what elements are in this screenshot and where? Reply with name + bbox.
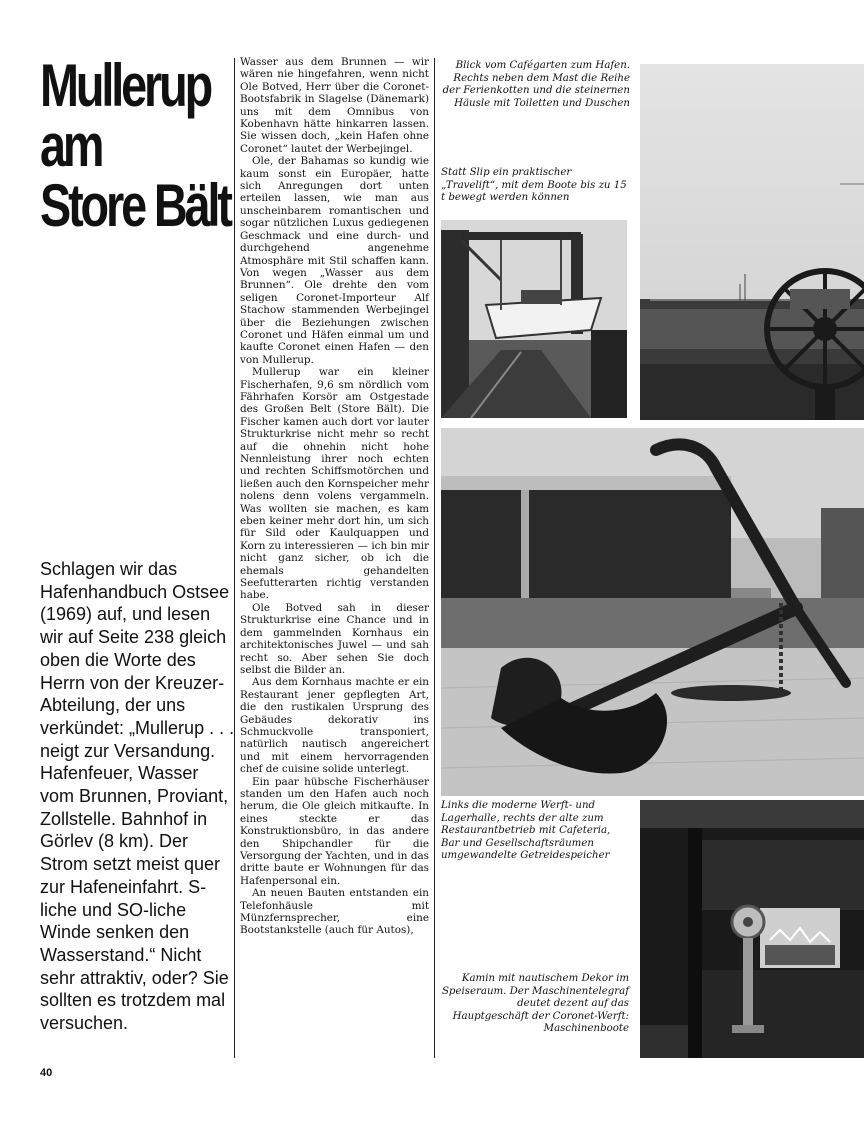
caption-travelift: Statt Slip ein praktischer „Travelift“, mit dem Boote bis zu 15 t bewegt werden können <box>441 167 627 204</box>
caption-anchor: Links die moderne Werft- und Lagerhalle, rechts der alte zum Restaurantbetrieb mit Cafeteria, Bar und Gesellschaftsräumen umgewandelte Getreidespeicher <box>441 800 611 862</box>
body-paragraph: Mullerup war ein kleiner Fischerhafen, 9,6 sm nördlich vom Fährhafen Korsör am Ostgestade des Großen Belt (Store Bält). Die Fischer kamen auch dort vor lauter Strukturkrise nicht mehr so recht auf die ohnehin nicht hohe Nennleistung ihrer noch echten und rechten Schiffsmotörchen und ließen auch den Kornspeicher mehr nolens denn volens vergammeln. Was wollten sie machen, es kam eben keiner mehr dort hin, um sich für Sild oder Kaulquappen und Korn zu interessieren — ich bin mir nicht ganz sicher, ob ich die ehemals gehandelten Seefutterarten richtig verstanden habe. <box>240 366 429 602</box>
body-paragraph: Wasser aus dem Brunnen — wir wären nie hingefahren, wenn nicht Ole Botved, Herr über die Coronet-Bootsfabrik in Slagelse (Dänemark) uns mit dem Omnibus von Kobenhavn hätte hinkarren lassen. Sie wissen doch, „kein Hafen ohne Coronet“ lautet der Werbejingel. <box>240 56 429 155</box>
caption-harbour-view: Blick vom Cafégarten zum Hafen. Rechts neben dem Mast die Reihe der Ferienkotten und die steinernen Häusle mit Toiletten und Duschen <box>442 60 630 109</box>
photo-harbour-wheel <box>640 64 864 420</box>
caption-fireplace: Kamin mit nautischem Dekor im Speiseraum. Der Maschinentelegraf deutet dezent auf das Hauptgeschäft der Coronet-Werft: Maschinenboote <box>441 973 629 1035</box>
body-paragraph: Aus dem Kornhaus machte er ein Restaurant jener gepflegten Art, die den rustikalen Ursprung des Gebäudes dekorativ ins Schmuckvolle transponiert, natürlich nautisch angereichert und mit einem hervorragenden chef de cuisine solide unterlegt. <box>240 676 429 776</box>
title-line-1: Mullerup <box>40 52 211 119</box>
title-line-3: Store Bält <box>40 172 230 239</box>
body-paragraph: An neuen Bauten entstanden ein Telefonhäusle mit Münzfernsprecher, eine Bootstankstelle (auch für Autos), <box>240 887 429 937</box>
page-number: 40 <box>40 1067 53 1079</box>
photo-travelift <box>441 220 627 418</box>
body-paragraph: Ole Botved sah in dieser Strukturkrise eine Chance und in dem gammelnden Kornhaus ein architektonisches Juwel — und sah recht so. Aber sehen Sie doch selbst die Bilder an. <box>240 601 429 676</box>
photo-anchor <box>441 428 864 796</box>
lead-text: Schlagen wir das Hafenhandbuch Ostsee (1969) auf, und lesen wir auf Seite 238 gleich oben die Worte des Herrn von der Kreuzer-Abteilung, der uns verkündet: „Mullerup . . . neigt zur Versandung. Hafenfeuer, Wasser vom Brunnen, Proviant, Zollstelle. Bahnhof in Görlev (8 km). Der Strom setzt meist quer zur Hafeneinfahrt. S-liche und SO-liche Winde senken den Wasserstand.“ Nicht sehr attraktiv, oder? Sie sollten es trotzdem mal versuchen. <box>40 559 235 1034</box>
lead-paragraph <box>40 558 236 1035</box>
body-paragraph: Ein paar hübsche Fischerhäuser standen um den Hafen auch noch herum, die Ole gleich mitkaufte. In eines steckte er das Konstruktionsbüro, in das andere den Shipchandler für die Versorgung der Yachten, und in das dritte baute er Wohnungen für das Hafenpersonal ein. <box>240 775 429 887</box>
column-rule-right <box>434 58 435 1058</box>
title-line-2: am <box>40 112 102 179</box>
column-rule-left <box>234 58 235 1058</box>
article-title <box>40 52 230 239</box>
photo-fireplace <box>640 800 864 1058</box>
body-paragraph: Ole, der Bahamas so kundig wie kaum sonst ein Europäer, hatte sich Anregungen dort unten erteilen lassen, wie man aus unscheinbarem romantischen und sogar nützlichen Luxus gediegenen Geschmack und eine durch- und durchgehend angenehme Atmosphäre mit Stil schaffen kann. Von wegen „Wasser aus dem Brunnen“. Ole drehte den vom seligen Coronet-Importeur Alf Stachow stammenden Werbejingel über die Beziehungen zwischen Coronet und Häfen einmal um und kaufte Coronet einen Hafen — den von Mullerup. <box>240 155 429 366</box>
article-body <box>240 56 429 937</box>
